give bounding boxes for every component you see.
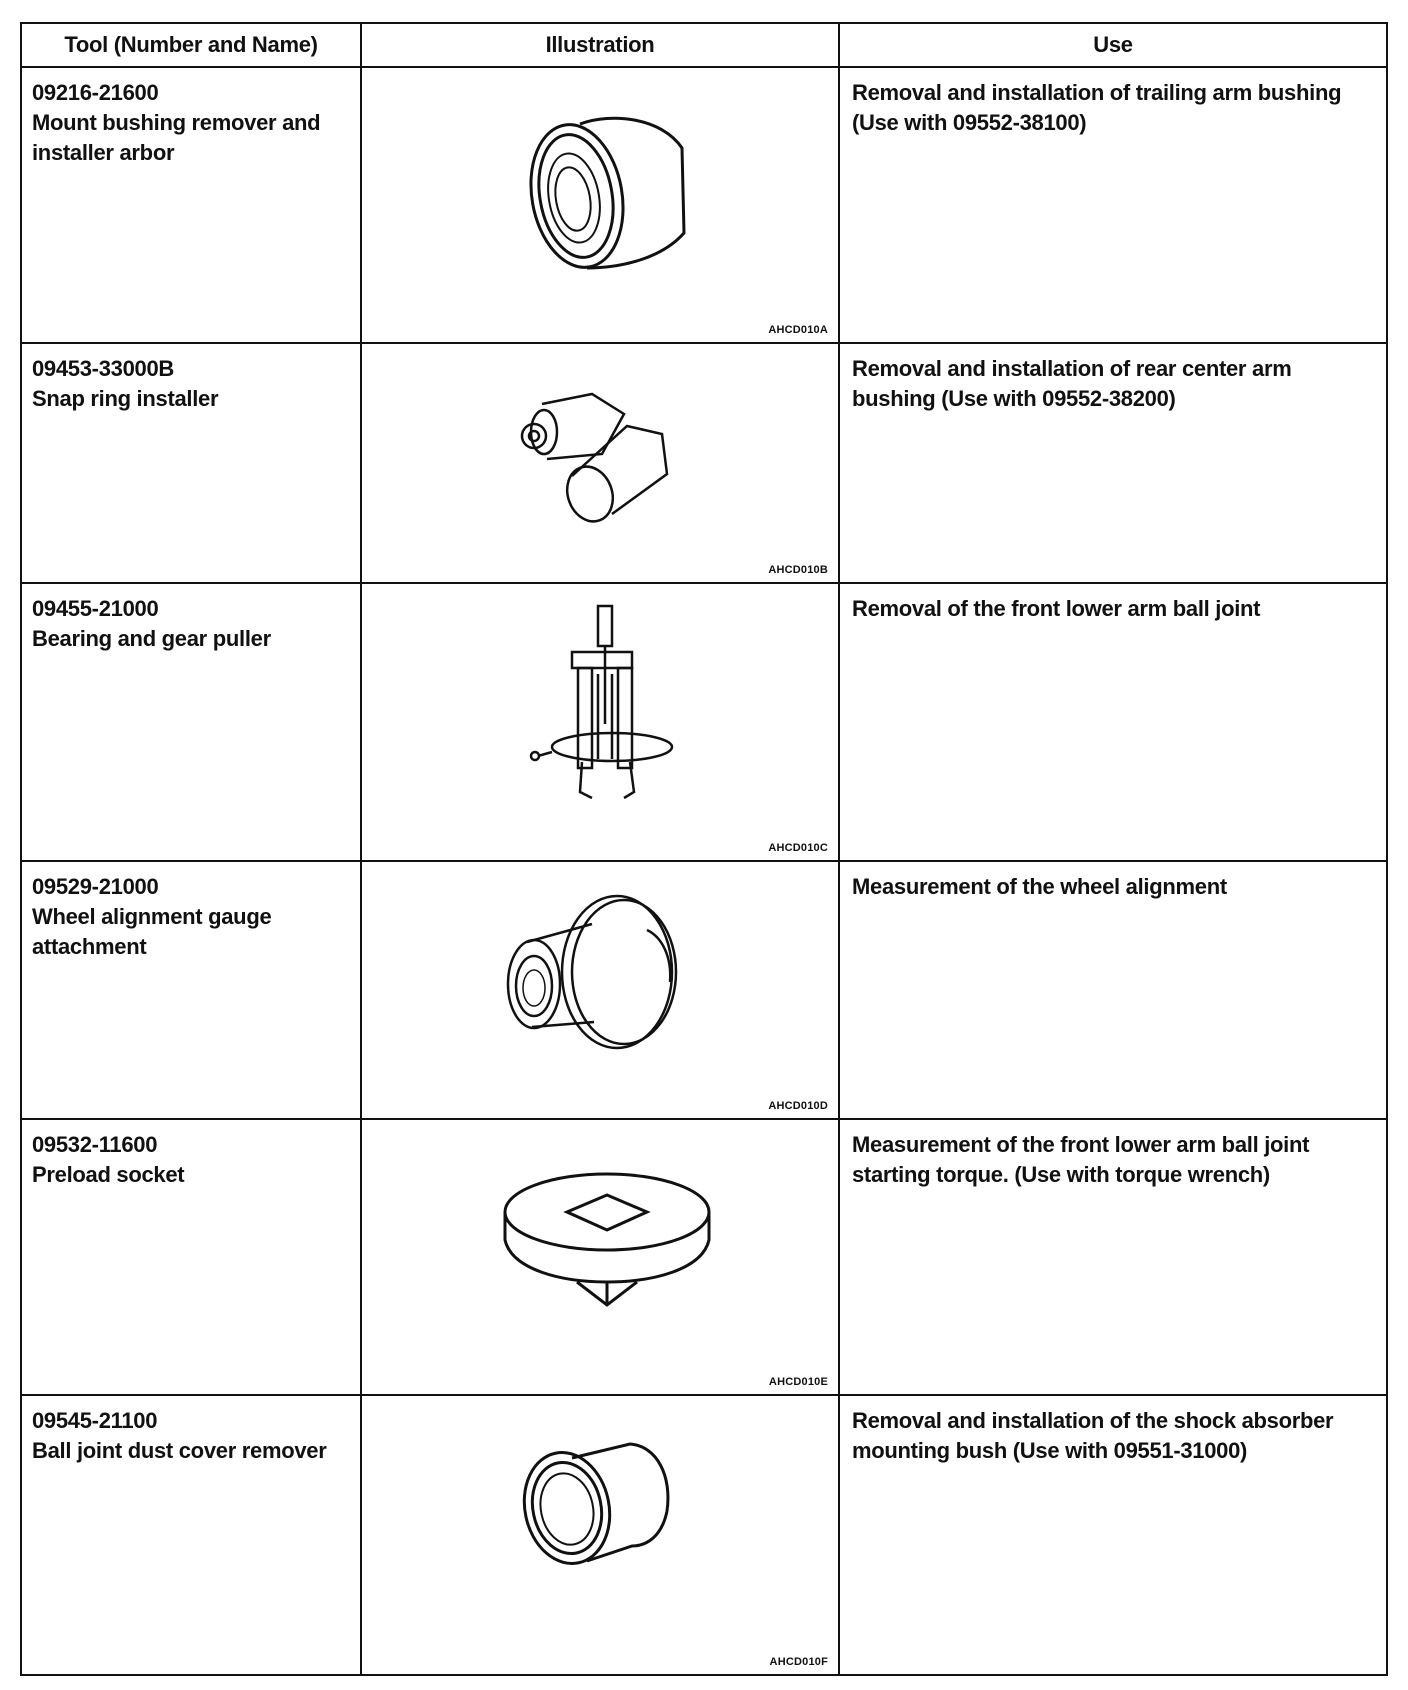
tool-number: 09529-21000 — [32, 874, 159, 899]
use-cell: Measurement of the wheel alignment — [852, 874, 1227, 899]
tool-name: Ball joint dust cover remover — [32, 1438, 327, 1463]
tool-name: Bearing and gear puller — [32, 626, 271, 651]
special-tools-table — [20, 22, 1388, 1676]
use-cell: Removal of the front lower arm ball joint — [852, 596, 1261, 621]
figure-code: AHCD010F — [769, 1656, 828, 1668]
use-cell: Removal and installation of trailing arm bushing (Use with 09552-38100) — [852, 80, 1342, 135]
tool-name: Snap ring installer — [32, 386, 219, 411]
use-cell: Removal and installation of the shock absorber mounting bush (Use with 09551-31000) — [852, 1408, 1334, 1463]
tool-cell — [22, 344, 362, 582]
table-row — [22, 862, 1386, 1120]
use-cell: Removal and installation of rear center arm bushing (Use with 09552-38200) — [852, 356, 1292, 411]
header-tool: Tool (Number and Name) — [22, 24, 362, 66]
alignment-gauge-attachment-illustration — [362, 862, 838, 1118]
tool-number: 09532-11600 — [32, 1132, 158, 1157]
tool-cell — [22, 1120, 362, 1394]
tool-cell — [22, 584, 362, 860]
tool-number: 09455-21000 — [32, 596, 159, 621]
header-use: Use — [1093, 32, 1133, 57]
tool-name: Mount bushing remover and installer arbor — [32, 110, 321, 165]
figure-code: AHCD010E — [768, 1376, 828, 1388]
tool-cell — [22, 1396, 362, 1674]
figure-code: AHCD010A — [768, 324, 828, 336]
illustration-cell — [362, 68, 840, 342]
table-row — [22, 344, 1386, 584]
illustration-cell — [362, 1396, 840, 1674]
illustration-cell — [362, 344, 840, 582]
tool-number: 09216-21600 — [32, 80, 159, 105]
table-row — [22, 68, 1386, 344]
preload-socket-illustration — [362, 1120, 838, 1394]
figure-code: AHCD010B — [768, 564, 828, 576]
use-cell: Measurement of the front lower arm ball joint starting torque. (Use with torque wrench) — [852, 1132, 1310, 1187]
table-row — [22, 1396, 1386, 1674]
tool-number: 09545-21100 — [32, 1408, 158, 1433]
illustration-cell — [362, 584, 840, 860]
tool-number: 09453-33000B — [32, 356, 174, 381]
snap-ring-installer-illustration — [362, 344, 838, 582]
tool-cell — [22, 862, 362, 1118]
tool-name: Preload socket — [32, 1162, 185, 1187]
table-row — [22, 584, 1386, 862]
tool-cell — [22, 68, 362, 342]
tool-name: Wheel alignment gauge attachment — [32, 904, 272, 959]
illustration-cell — [362, 1120, 840, 1394]
bearing-gear-puller-illustration — [362, 584, 838, 860]
figure-code: AHCD010D — [768, 1100, 828, 1112]
bushing-arbor-illustration — [362, 68, 838, 342]
header-illustration: Illustration — [362, 24, 840, 66]
figure-code: AHCD010C — [768, 842, 828, 854]
dust-cover-remover-illustration — [362, 1396, 838, 1672]
table-row — [22, 1120, 1386, 1396]
illustration-cell — [362, 862, 840, 1118]
table-header-row — [22, 24, 1386, 68]
